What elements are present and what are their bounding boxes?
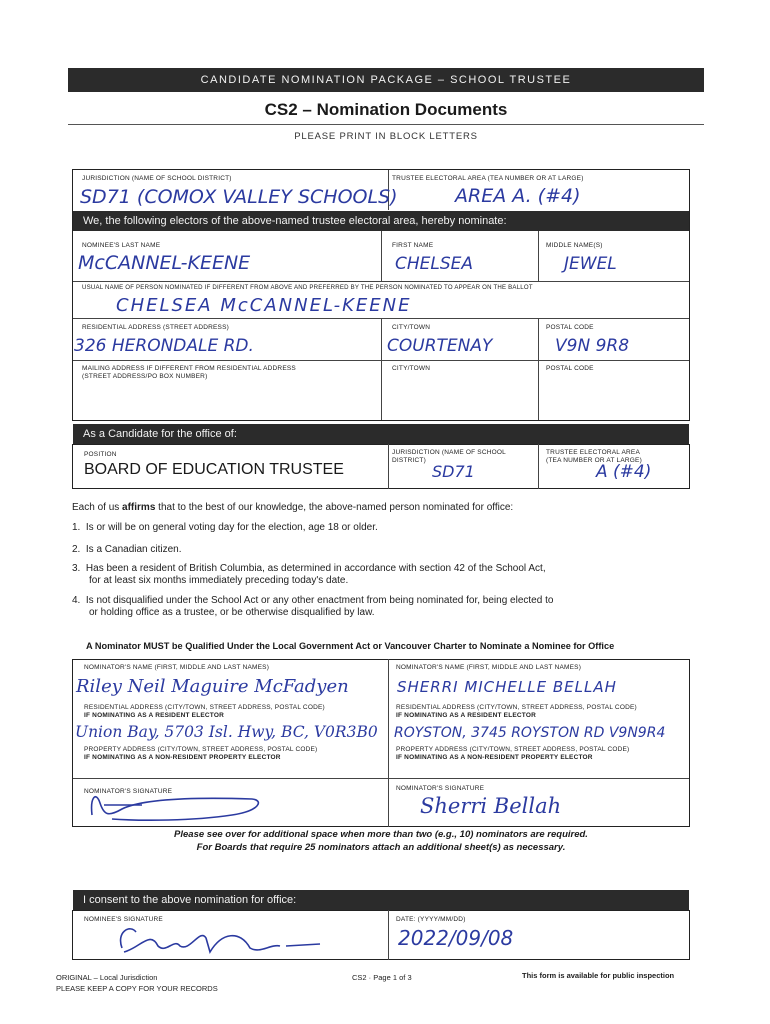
candidate-jurisdiction-label: JURISDICTION (NAME OF SCHOOL bbox=[392, 449, 506, 456]
consent-bar: I consent to the above nomination for office: bbox=[73, 890, 689, 910]
affirm-item-cont: for at least six months immediately preceding today's date. bbox=[89, 575, 349, 586]
footer-keep-copy: PLEASE KEEP A COPY FOR YOUR RECORDS bbox=[56, 984, 218, 993]
footer-page: CS2 · Page 1 of 3 bbox=[352, 973, 412, 982]
nominator2-prop-label-2: IF NOMINATING AS A NON-RESIDENT PROPERTY ELECTOR bbox=[396, 754, 593, 761]
divider bbox=[381, 318, 382, 420]
divider bbox=[388, 910, 389, 960]
candidate-jurisdiction-label-2: DISTRICT) bbox=[392, 457, 426, 464]
mail-postal-label: POSTAL CODE bbox=[546, 365, 594, 372]
divider bbox=[73, 360, 689, 361]
candidate-tea-field[interactable]: A (#4) bbox=[596, 462, 652, 482]
first-name-field[interactable]: CHELSEA bbox=[395, 254, 474, 274]
nominator2-signature[interactable]: Sherri Bellah bbox=[420, 794, 562, 818]
nominator1-prop-label: PROPERTY ADDRESS (CITY/TOWN, STREET ADDRESS, POSTAL CODE) bbox=[84, 746, 318, 753]
nominator1-name-label: NOMINATOR'S NAME (FIRST, MIDDLE AND LAST NAMES) bbox=[84, 664, 270, 671]
affirm-intro: Each of us affirms that to the best of our knowledge, the above-named person nominated for office: bbox=[72, 502, 514, 513]
residential-address-field[interactable]: 326 HERONDALE RD. bbox=[74, 336, 254, 356]
city-field[interactable]: COURTENAY bbox=[387, 336, 493, 356]
area-label: TRUSTEE ELECTORAL AREA (TEA NUMBER OR AT LARGE) bbox=[392, 175, 584, 182]
nominator2-name-label: NOMINATOR'S NAME (FIRST, MIDDLE AND LAST NAMES) bbox=[396, 664, 582, 671]
nominate-bar: We, the following electors of the above-named trustee electoral area, hereby nominate: bbox=[73, 211, 689, 231]
position-label: POSITION bbox=[84, 451, 117, 458]
nominators-heading: A Nominator MUST be Qualified Under the Local Government Act or Vancouver Charter to Nominate a Nominee for Office bbox=[86, 641, 615, 651]
usual-name-label: USUAL NAME OF PERSON NOMINATED IF DIFFERENT FROM ABOVE AND PREFERRED BY THE PERSON NOMINATED TO APPEAR ON THE BALLOT bbox=[82, 284, 533, 291]
see-over-note-2: For Boards that require 25 nominators attach an additional sheet(s) as necessary. bbox=[196, 842, 566, 853]
nominee-signature[interactable] bbox=[110, 918, 330, 958]
candidate-jurisdiction-field[interactable]: SD71 bbox=[432, 462, 475, 481]
nominator1-sig-label: NOMINATOR'S SIGNATURE bbox=[84, 788, 173, 795]
divider bbox=[73, 281, 689, 282]
candidate-tea-label: TRUSTEE ELECTORAL AREA bbox=[546, 449, 640, 456]
jurisdiction-label: JURISDICTION (NAME OF SCHOOL DISTRICT) bbox=[82, 175, 232, 182]
page-title: CS2 – Nomination Documents bbox=[264, 100, 508, 119]
nominator1-prop-label-2: IF NOMINATING AS A NON-RESIDENT PROPERTY ELECTOR bbox=[84, 754, 281, 761]
form-banner: CANDIDATE NOMINATION PACKAGE – SCHOOL TRUSTEE bbox=[68, 68, 704, 92]
footer-public: This form is available for public inspection bbox=[522, 971, 675, 980]
candidate-bar: As a Candidate for the office of: bbox=[73, 424, 689, 444]
divider bbox=[538, 231, 539, 281]
usual-name-field[interactable]: CHELSEA McCANNEL-KEENE bbox=[116, 295, 412, 316]
postal-code-field[interactable]: V9N 9R8 bbox=[555, 336, 630, 356]
nominator2-res-label: RESIDENTIAL ADDRESS (CITY/TOWN, STREET ADDRESS, POSTAL CODE) bbox=[396, 704, 637, 711]
last-name-label: NOMINEE'S LAST NAME bbox=[82, 242, 161, 249]
nominator1-signature[interactable] bbox=[82, 785, 272, 825]
nominator2-res-label-2: IF NOMINATING AS A RESIDENT ELECTOR bbox=[396, 712, 537, 719]
divider bbox=[538, 318, 539, 420]
nominator1-name-field[interactable]: Riley Neil Maguire McFadyen bbox=[76, 676, 349, 697]
divider bbox=[381, 231, 382, 281]
date-field[interactable]: 2022/09/08 bbox=[398, 926, 514, 950]
area-field[interactable]: AREA A. (#4) bbox=[455, 185, 581, 207]
affirm-item: 2. Is a Canadian citizen. bbox=[72, 544, 182, 555]
position-value: BOARD OF EDUCATION TRUSTEE bbox=[84, 461, 344, 478]
divider bbox=[538, 444, 539, 489]
page-subtitle: PLEASE PRINT IN BLOCK LETTERS bbox=[294, 131, 478, 142]
nominator2-res-field[interactable]: ROYSTON, 3745 ROYSTON RD V9N9R4 bbox=[394, 725, 666, 741]
mailing-address-label: MAILING ADDRESS IF DIFFERENT FROM RESIDENTIAL ADDRESS bbox=[82, 365, 296, 372]
nominator2-prop-label: PROPERTY ADDRESS (CITY/TOWN, STREET ADDRESS, POSTAL CODE) bbox=[396, 746, 630, 753]
jurisdiction-field[interactable]: SD71 (COMOX VALLEY SCHOOLS) bbox=[80, 186, 398, 208]
postal-code-label: POSTAL CODE bbox=[546, 324, 594, 331]
affirm-item-cont: or holding office as a trustee, or be otherwise disqualified by law. bbox=[89, 607, 375, 618]
nominator2-sig-label: NOMINATOR'S SIGNATURE bbox=[396, 785, 485, 792]
mailing-address-label-2: (STREET ADDRESS/PO BOX NUMBER) bbox=[82, 373, 208, 380]
affirm-item: 3. Has been a resident of British Columbia, as determined in accordance with section 42 of the School Act, bbox=[72, 563, 546, 574]
mail-city-label: CITY/TOWN bbox=[392, 365, 431, 372]
nominator1-res-label-2: IF NOMINATING AS A RESIDENT ELECTOR bbox=[84, 712, 225, 719]
nominator1-res-label: RESIDENTIAL ADDRESS (CITY/TOWN, STREET ADDRESS, POSTAL CODE) bbox=[84, 704, 325, 711]
nominator1-res-field[interactable]: Union Bay, 5703 Isl. Hwy, BC, V0R3B0 bbox=[75, 723, 378, 741]
divider bbox=[388, 659, 389, 827]
affirm-item: 4. Is not disqualified under the School Act or any other enactment from being nominated for, being elected to bbox=[72, 595, 554, 606]
first-name-label: FIRST NAME bbox=[392, 242, 434, 249]
candidate-tea-label-2: (TEA NUMBER OR AT LARGE) bbox=[546, 457, 642, 464]
divider bbox=[388, 444, 389, 489]
affirm-item: 1. Is or will be on general voting day for the election, age 18 or older. bbox=[72, 522, 378, 533]
see-over-note: Please see over for additional space when more than two (e.g., 10) nominators are required. bbox=[174, 829, 588, 840]
city-label: CITY/TOWN bbox=[392, 324, 431, 331]
divider bbox=[73, 778, 689, 779]
nominee-signature-label: NOMINEE'S SIGNATURE bbox=[84, 916, 163, 923]
title-divider bbox=[68, 124, 704, 125]
nominator2-name-field[interactable]: SHERRI MICHELLE BELLAH bbox=[397, 678, 617, 696]
middle-name-field[interactable]: JEWEL bbox=[564, 254, 617, 274]
middle-name-label: MIDDLE NAME(S) bbox=[546, 242, 603, 249]
residential-address-label: RESIDENTIAL ADDRESS (STREET ADDRESS) bbox=[82, 324, 229, 331]
date-label: DATE: (YYYY/MM/DD) bbox=[396, 916, 466, 923]
footer-original: ORIGINAL – Local Jurisdiction bbox=[56, 973, 158, 982]
last-name-field[interactable]: McCANNEL-KEENE bbox=[78, 252, 251, 274]
